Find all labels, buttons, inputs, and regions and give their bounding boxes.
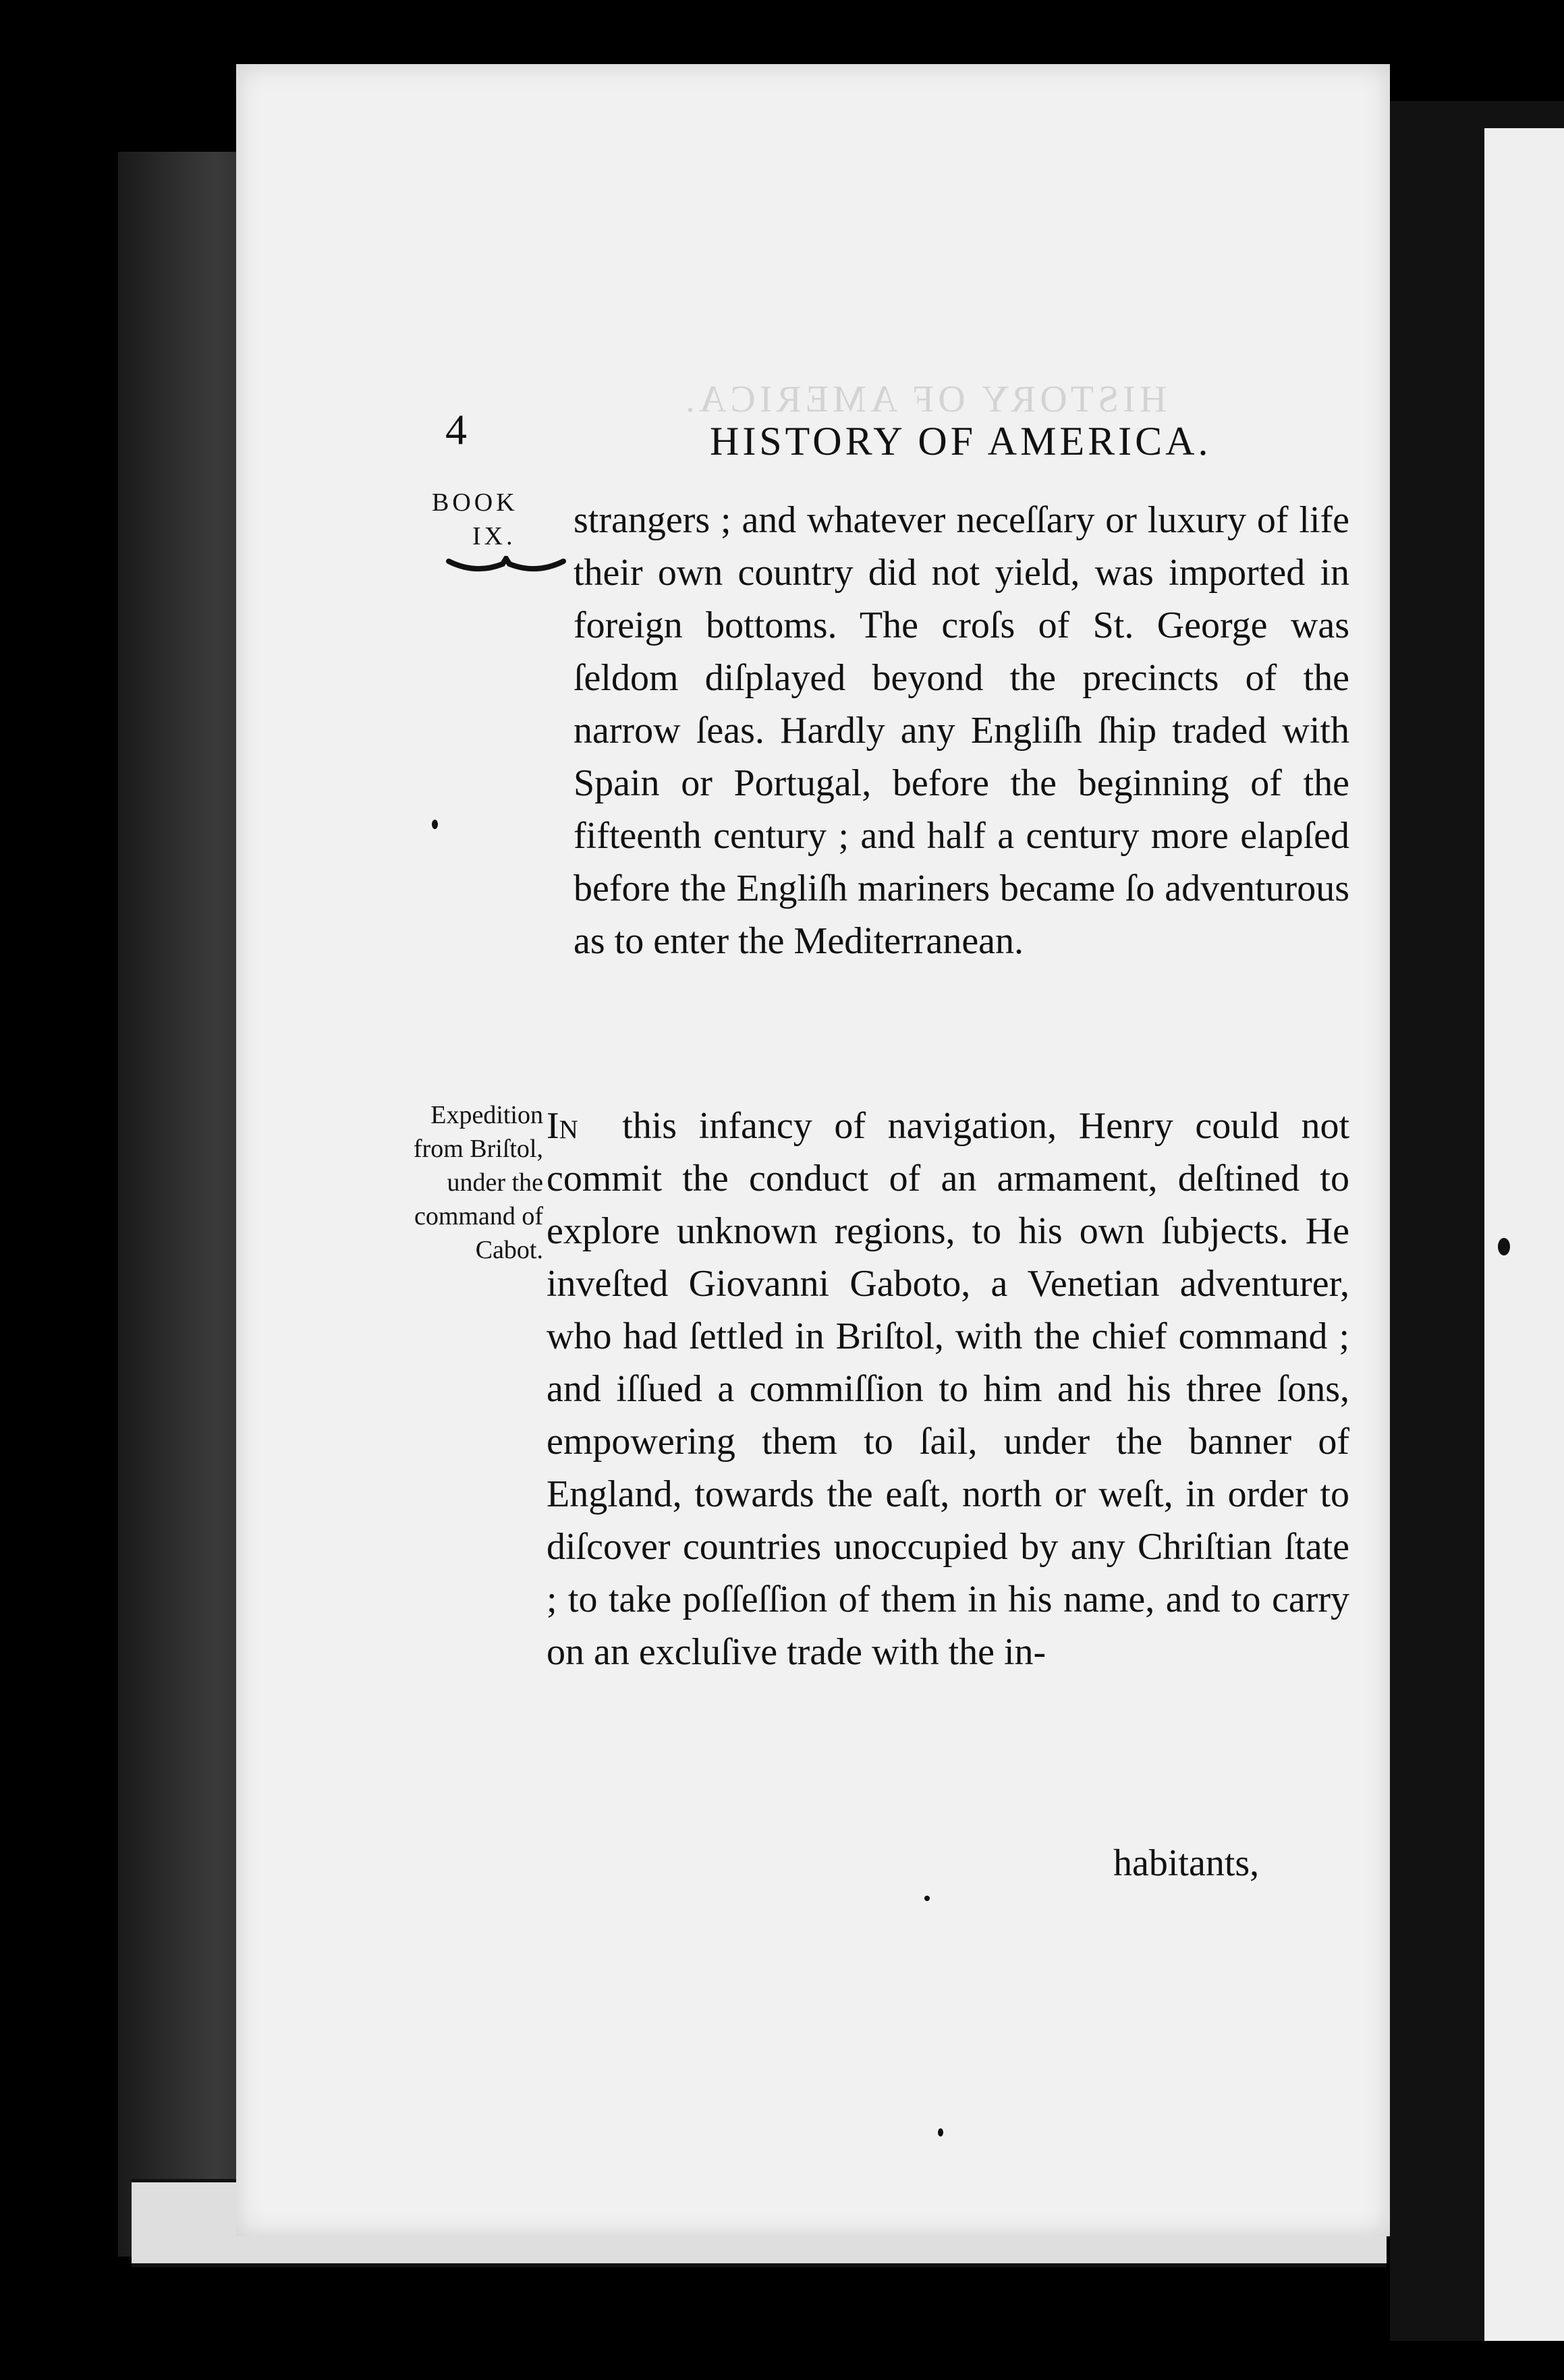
brace-ornament: [445, 556, 567, 576]
paragraph-2-lead: In: [547, 1105, 578, 1147]
ink-speck: [432, 820, 438, 829]
page-number: 4: [445, 405, 467, 453]
book-number: IX.: [472, 522, 516, 550]
ink-speck: [1498, 1238, 1510, 1255]
paragraph-1: strangers ; and whatever neceſſary or luxury of life their own country did not yield, was imported in foreign bottoms. The croſs of St. George was ſeldom diſplayed beyond the precincts of the narrow ſeas. Hardly any Engliſh ſhip traded with Spain or Portugal, before the beginning of the fifteenth century ; and half a century more elapſed before the Engliſh mariners became ſo adventurous as to enter the Mediterranean.: [574, 499, 1349, 962]
next-page-edge: [1484, 128, 1564, 2341]
catchword: habitants,: [1113, 1842, 1260, 1884]
margin-note: Expedition from Briſtol, under the command of Cabot.: [413, 1101, 543, 1264]
paragraph-2-body: this infancy of navigation, Henry could not commit the conduct of an armament, deſtined to explore unknown regions, to his own ſubjects. He inveſted Giovanni Gaboto, a Venetian adventurer, who had ſettled in Briſtol, with the chief command ; and iſſued a commiſſion to him and his three ſons, empowering them to ſail, under the banner of England, towards the eaſt, north or weſt, in order to diſcover countries unoccupied by any Chriſtian ſtate ; to take poſſeſſion of them in his name, and to carry on an excluſive trade with the in-: [547, 1105, 1350, 1673]
running-head: HISTORY OF AMERICA.: [710, 419, 1212, 463]
book-label: [432, 486, 567, 553]
ink-speck: [924, 1896, 930, 1901]
text-block-2: [547, 1100, 1349, 1678]
text-block-1: [574, 494, 1349, 967]
book-word: BOOK: [432, 488, 518, 517]
ink-speck: [938, 2128, 943, 2136]
bleed-through-heading: HISTORY OF AMERICA.: [681, 378, 1167, 420]
paragraph-2: [547, 1100, 1349, 1678]
